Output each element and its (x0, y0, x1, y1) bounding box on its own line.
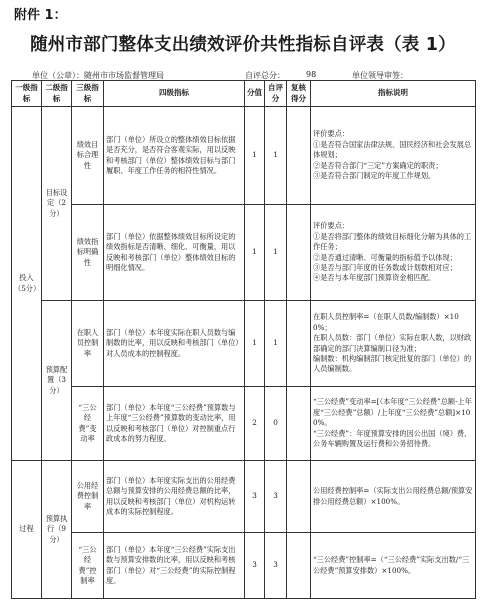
score-cell: 3 (245, 461, 265, 533)
table-row (12, 205, 476, 301)
table-row (12, 461, 476, 533)
page-title: 随州市部门整体支出绩效评价共性指标自评表（表 1） (30, 35, 456, 55)
level3-cell: “三公经费”控制率 (72, 533, 104, 599)
review-score-cell (287, 461, 311, 533)
level2-cell: 预算执行（9分） (42, 461, 72, 599)
description-cell: “三公经费”变动率=[（本年度“三公经费”总额-上年度“三公经费”总额）/上年度“三公经费”总额]×100%。 “三公经费”：年度预算安排的因公出国（境）费、公务车辆购置及运行费和公务招待费。 (311, 387, 476, 461)
header-score: 分值 (245, 81, 265, 107)
unit-label: 单位（公章）：随州市市场监督管理局 (32, 71, 164, 80)
self-score-cell: 1 (265, 301, 287, 387)
table-row (12, 107, 476, 205)
self-score-cell: 3 (265, 461, 287, 533)
total-score-label: 自评总分： (245, 71, 285, 80)
score-cell: 1 (245, 205, 265, 301)
header-self-score: 自评分 (265, 81, 287, 107)
review-score-cell (287, 205, 311, 301)
header-description: 指标说明 (311, 81, 476, 107)
attachment-label: 附件 1： (14, 8, 67, 23)
leader-signoff-label: 单位领导审签： (352, 71, 408, 80)
description-cell: 在职人员控制率=（在职人员数/编制数）×100%； 在职人员数：部门（单位）实际在职人数，以财政部确定的部门决算编制口径为准； 编制数：机构编制部门核定批复的部门（单位）的人员编制数。 (311, 301, 476, 387)
review-score-cell (287, 301, 311, 387)
level3-cell: 公用经费控制率 (72, 461, 104, 533)
level3-cell: 绩效指标明确性 (72, 205, 104, 301)
header-level3: 三级指标 (72, 81, 104, 107)
description-cell: 评价要点： ①是否将部门整体的绩效目标细化分解为具体的工作任务； ②是否通过清晰、可衡量的指标值予以体现； ③是否与部门年度的任务数或计划数相对应； ④是否与本年度部门预算资金相匹配。 (311, 205, 476, 301)
indicator-table (11, 80, 476, 599)
score-cell: 2 (245, 387, 265, 461)
self-score-cell: 1 (265, 205, 287, 301)
level2-cell: 预算配置（3分） (42, 301, 72, 461)
header-level1: 一级指标 (12, 81, 42, 107)
level4-cell: 部门（单位）依据整体绩效目标所设定的绩效指标是否清晰、细化、可衡量，用以反映和考核部门（单位）整体绩效目标的明细化情况。 (104, 205, 245, 301)
table-row (12, 387, 476, 461)
header-review-score: 复核得分 (287, 81, 311, 107)
description-cell: “三公经费”控制率=（“三公经费”实际支出数/“三公经费”预算安排数）×100%。 (311, 533, 476, 599)
level4-cell: 部门（单位）本年度实际在职人员数与编制数的比率，用以反映和考核部门（单位）对人员成本的控制程度。 (104, 301, 245, 387)
self-score-cell: 1 (265, 107, 287, 205)
description-cell: 评价要点： ①是否符合国家法律法规、国民经济和社会发展总体规划； ②是否符合部门“三定”方案确定的职责； ③是否符合部门制定的年度工作规划。 (311, 107, 476, 205)
level1-cell: 过程 (12, 461, 42, 599)
level3-cell: 绩效目标合理性 (72, 107, 104, 205)
score-cell: 1 (245, 301, 265, 387)
score-cell: 1 (245, 107, 265, 205)
review-score-cell (287, 107, 311, 205)
level3-cell: “三公经费”变动率 (72, 387, 104, 461)
table-row (12, 301, 476, 387)
total-score-value: 98 (306, 70, 317, 79)
level4-cell: 部门（单位）本年度“三公经费”实际支出数与预算安排数的比率，用以反映和考核部门（单位）对“三公经费”的实际控制程度。 (104, 533, 245, 599)
self-score-cell: 0 (265, 387, 287, 461)
description-cell: 公用经费控制率=（实际支出公用经费总额/预算安排公用经费总额）×100%。 (311, 461, 476, 533)
level4-cell: 部门（单位）本年度实际支出的公用经费总额与预算安排的公用经费总额的比率，用以反映和考核部门（单位）对机构运转成本的实际控制程度。 (104, 461, 245, 533)
level4-cell: 部门（单位）本年度“三公经费”预算数与上年度“三公经费”预算数的变动比率，用以反映和考核部门（单位）对控制重点行政成本的努力程度。 (104, 387, 245, 461)
level2-cell: 目标设定（2分） (42, 107, 72, 301)
level4-cell: 部门（单位）所设立的整体绩效目标依据是否充分，是否符合客观实际，用以反映和考核部门（单位）整体绩效目标与部门履职、年度工作任务的相符性情况。 (104, 107, 245, 205)
score-cell: 3 (245, 533, 265, 599)
self-score-cell: 3 (265, 533, 287, 599)
level1-cell: 投入（5分） (12, 107, 42, 461)
level3-cell: 在职人员控制率 (72, 301, 104, 387)
header-row (12, 81, 476, 107)
header-level4: 四级指标 (104, 81, 245, 107)
table-row (12, 533, 476, 599)
header-level2: 二级指标 (42, 81, 72, 107)
review-score-cell (287, 387, 311, 461)
review-score-cell (287, 533, 311, 599)
